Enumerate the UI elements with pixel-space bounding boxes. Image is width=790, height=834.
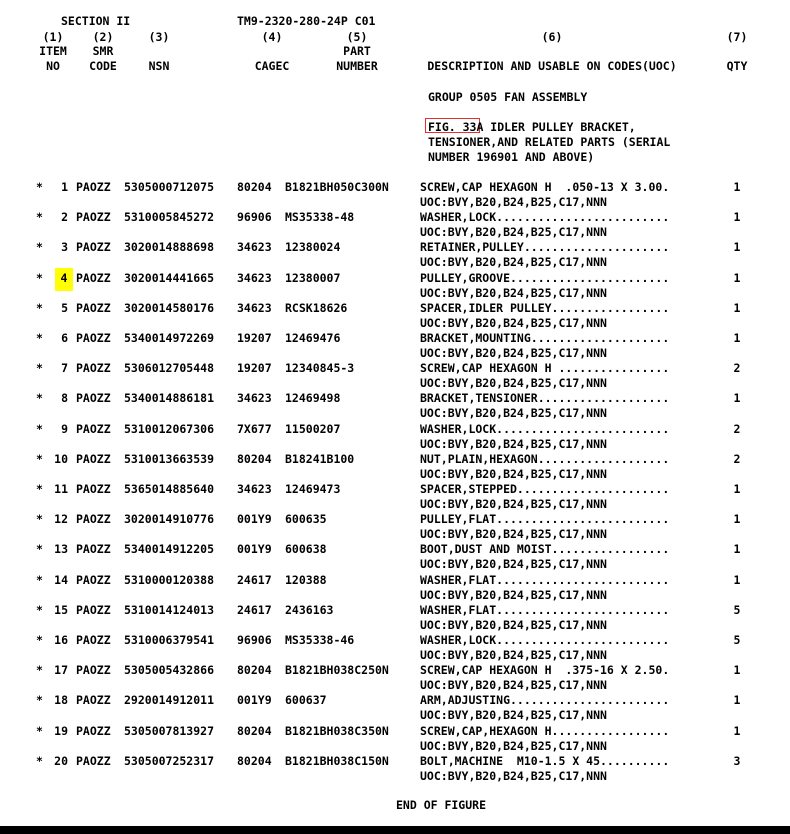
row-marker: * [36, 422, 43, 436]
usable-on-codes: UOC:BVY,B20,B24,B25,C17,NNN [420, 588, 607, 602]
smr-code: PAOZZ [76, 452, 111, 466]
smr-code: PAOZZ [76, 663, 111, 677]
description: BRACKET,MOUNTING.................... [420, 331, 670, 345]
row-marker: * [36, 542, 43, 556]
description: BOLT,MACHINE M10-1.5 X 45.......... [420, 754, 670, 768]
nsn: 5305005432866 [124, 663, 215, 677]
cage-code: 7X677 [237, 422, 272, 436]
cage-code: 80204 [237, 452, 272, 466]
part-number: RCSK18626 [285, 301, 348, 315]
item-number: 14 [54, 573, 68, 587]
cage-code: 34623 [237, 482, 272, 496]
smr-code: PAOZZ [76, 422, 111, 436]
row-marker: * [36, 603, 43, 617]
quantity: 1 [733, 240, 741, 254]
usable-on-codes: UOC:BVY,B20,B24,B25,C17,NNN [420, 255, 607, 269]
nsn: 3020014580176 [124, 301, 215, 315]
usable-on-codes: UOC:BVY,B20,B24,B25,C17,NNN [420, 195, 607, 209]
smr-code: PAOZZ [76, 210, 111, 224]
row-marker: * [36, 240, 43, 254]
quantity: 2 [733, 361, 741, 375]
usable-on-codes: UOC:BVY,B20,B24,B25,C17,NNN [420, 618, 607, 632]
item-number: 19 [54, 724, 68, 738]
column-header-7-num: (7) [726, 30, 748, 44]
column-header-1-l1: ITEM [39, 44, 67, 58]
description: NUT,PLAIN,HEXAGON................... [420, 452, 670, 466]
part-number: 120388 [285, 573, 327, 587]
part-number: 12380007 [285, 271, 341, 285]
part-number: 600638 [285, 542, 327, 556]
cage-code: 34623 [237, 391, 272, 405]
part-number: MS35338-46 [285, 633, 355, 647]
description: SPACER,IDLER PULLEY................. [420, 301, 670, 315]
nsn: 5310014124013 [124, 603, 215, 617]
usable-on-codes: UOC:BVY,B20,B24,B25,C17,NNN [420, 527, 607, 541]
part-number: MS35338-48 [285, 210, 355, 224]
usable-on-codes: UOC:BVY,B20,B24,B25,C17,NNN [420, 739, 607, 753]
cage-code: 19207 [237, 361, 272, 375]
smr-code: PAOZZ [76, 724, 111, 738]
item-number: 18 [54, 693, 68, 707]
quantity: 1 [733, 301, 741, 315]
smr-code: PAOZZ [76, 693, 111, 707]
section-label: SECTION II [61, 14, 131, 28]
smr-code: PAOZZ [76, 331, 111, 345]
cage-code: 80204 [237, 663, 272, 677]
item-number: 2 [61, 210, 68, 224]
row-marker: * [36, 482, 43, 496]
part-number: B1821BH050C300N [285, 180, 389, 194]
nsn: 5310006379541 [124, 633, 215, 647]
smr-code: PAOZZ [76, 573, 111, 587]
column-header-2-l1: SMR [92, 44, 114, 58]
part-number: 11500207 [285, 422, 341, 436]
description: SCREW,CAP HEXAGON H .375-16 X 2.50. [420, 663, 670, 677]
smr-code: PAOZZ [76, 180, 111, 194]
row-marker: * [36, 512, 43, 526]
row-marker: * [36, 573, 43, 587]
usable-on-codes: UOC:BVY,B20,B24,B25,C17,NNN [420, 406, 607, 420]
item-number: 5 [61, 301, 68, 315]
part-number: B1821BH038C350N [285, 724, 389, 738]
part-number: 600635 [285, 512, 327, 526]
smr-code: PAOZZ [76, 301, 111, 315]
row-marker: * [36, 452, 43, 466]
description: SCREW,CAP,HEXAGON H................. [420, 724, 670, 738]
cage-code: 19207 [237, 331, 272, 345]
cage-code: 34623 [237, 271, 272, 285]
description: WASHER,FLAT......................... [420, 573, 670, 587]
column-header-3-l2: NSN [148, 59, 170, 73]
usable-on-codes: UOC:BVY,B20,B24,B25,C17,NNN [420, 769, 607, 783]
page-bottom-bar [0, 826, 790, 834]
nsn: 5340014912205 [124, 542, 215, 556]
smr-code: PAOZZ [76, 271, 111, 285]
description: WASHER,LOCK......................... [420, 422, 670, 436]
description: BOOT,DUST AND MOIST................. [420, 542, 670, 556]
item-number: 9 [61, 422, 68, 436]
description: PULLEY,GROOVE....................... [420, 271, 670, 285]
item-number: 13 [54, 542, 68, 556]
usable-on-codes: UOC:BVY,B20,B24,B25,C17,NNN [420, 316, 607, 330]
row-marker: * [36, 391, 43, 405]
usable-on-codes: UOC:BVY,B20,B24,B25,C17,NNN [420, 708, 607, 722]
item-number: 16 [54, 633, 68, 647]
column-header-5-l2: NUMBER [336, 59, 378, 73]
figure-title-line-3: NUMBER 196901 AND ABOVE) [428, 150, 595, 164]
usable-on-codes: UOC:BVY,B20,B24,B25,C17,NNN [420, 678, 607, 692]
usable-on-codes: UOC:BVY,B20,B24,B25,C17,NNN [420, 437, 607, 451]
quantity: 5 [733, 603, 741, 617]
nsn: 3020014441665 [124, 271, 215, 285]
group-title: GROUP 0505 FAN ASSEMBLY [428, 90, 588, 104]
quantity: 5 [733, 633, 741, 647]
usable-on-codes: UOC:BVY,B20,B24,B25,C17,NNN [420, 346, 607, 360]
quantity: 1 [733, 331, 741, 345]
item-number: 11 [54, 482, 68, 496]
item-number: 10 [54, 452, 68, 466]
item-number: 20 [54, 754, 68, 768]
end-of-figure: END OF FIGURE [396, 798, 487, 812]
quantity: 1 [733, 391, 741, 405]
cage-code: 80204 [237, 724, 272, 738]
nsn: 5340014972269 [124, 331, 215, 345]
nsn: 3020014888698 [124, 240, 215, 254]
usable-on-codes: UOC:BVY,B20,B24,B25,C17,NNN [420, 648, 607, 662]
item-number: 7 [61, 361, 68, 375]
nsn: 5305000712075 [124, 180, 215, 194]
part-number: 2436163 [285, 603, 334, 617]
cage-code: 24617 [237, 573, 272, 587]
row-marker: * [36, 210, 43, 224]
row-marker: * [36, 663, 43, 677]
smr-code: PAOZZ [76, 361, 111, 375]
description: WASHER,LOCK......................... [420, 633, 670, 647]
column-header-3-num: (3) [148, 30, 170, 44]
row-marker: * [36, 180, 43, 194]
quantity: 1 [733, 180, 741, 194]
quantity: 2 [733, 452, 741, 466]
nsn: 5306012705448 [124, 361, 215, 375]
tm-number: TM9-2320-280-24P C01 [237, 14, 376, 28]
cage-code: 80204 [237, 180, 272, 194]
nsn: 5305007813927 [124, 724, 215, 738]
row-marker: * [36, 361, 43, 375]
quantity: 3 [733, 754, 741, 768]
row-marker: * [36, 724, 43, 738]
cage-code: 80204 [237, 754, 272, 768]
part-number: 600637 [285, 693, 327, 707]
cage-code: 001Y9 [237, 693, 272, 707]
nsn: 5340014886181 [124, 391, 215, 405]
item-number: 8 [61, 391, 68, 405]
smr-code: PAOZZ [76, 512, 111, 526]
item-number: 1 [61, 180, 68, 194]
quantity: 1 [733, 482, 741, 496]
description: WASHER,LOCK......................... [420, 210, 670, 224]
quantity: 1 [733, 724, 741, 738]
nsn: 3020014910776 [124, 512, 215, 526]
smr-code: PAOZZ [76, 482, 111, 496]
description: SCREW,CAP HEXAGON H ................ [420, 361, 670, 375]
description: PULLEY,FLAT......................... [420, 512, 670, 526]
cage-code: 96906 [237, 210, 272, 224]
figure-title-line-2: TENSIONER,AND RELATED PARTS (SERIAL [428, 135, 671, 149]
column-header-6-num: (6) [541, 30, 563, 44]
description: BRACKET,TENSIONER................... [420, 391, 670, 405]
part-number: B18241B100 [285, 452, 355, 466]
part-number: B1821BH038C150N [285, 754, 389, 768]
cage-code: 34623 [237, 301, 272, 315]
row-marker: * [36, 754, 43, 768]
smr-code: PAOZZ [76, 633, 111, 647]
usable-on-codes: UOC:BVY,B20,B24,B25,C17,NNN [420, 225, 607, 239]
item-number: 17 [54, 663, 68, 677]
smr-code: PAOZZ [76, 542, 111, 556]
column-header-1-num: (1) [42, 30, 64, 44]
description: WASHER,FLAT......................... [420, 603, 670, 617]
column-header-2-num: (2) [92, 30, 114, 44]
column-header-4-l2: CAGEC [254, 59, 290, 73]
part-number: 12380024 [285, 240, 341, 254]
row-marker: * [36, 301, 43, 315]
item-number: 12 [54, 512, 68, 526]
quantity: 1 [733, 271, 741, 285]
figure-title-line-1: FIG. 33A IDLER PULLEY BRACKET, [428, 120, 636, 134]
cage-code: 34623 [237, 240, 272, 254]
part-number: 12340845-3 [285, 361, 355, 375]
column-header-7-l2: QTY [726, 59, 748, 73]
nsn: 5310012067306 [124, 422, 215, 436]
part-number: 12469476 [285, 331, 341, 345]
smr-code: PAOZZ [76, 391, 111, 405]
quantity: 1 [733, 210, 741, 224]
description: SCREW,CAP HEXAGON H .050-13 X 3.00. [420, 180, 670, 194]
quantity: 1 [733, 512, 741, 526]
nsn: 5305007252317 [124, 754, 215, 768]
column-header-5-l1: PART [343, 44, 371, 58]
row-marker: * [36, 331, 43, 345]
item-number: 6 [61, 331, 68, 345]
column-header-1-l2: NO [46, 59, 60, 73]
nsn: 5310013663539 [124, 452, 215, 466]
cage-code: 001Y9 [237, 512, 272, 526]
quantity: 1 [733, 663, 741, 677]
cage-code: 24617 [237, 603, 272, 617]
nsn: 5310005845272 [124, 210, 215, 224]
item-number: 3 [61, 240, 68, 254]
description: ARM,ADJUSTING....................... [420, 693, 670, 707]
smr-code: PAOZZ [76, 240, 111, 254]
row-marker: * [36, 633, 43, 647]
nsn: 5365014885640 [124, 482, 215, 496]
cage-code: 001Y9 [237, 542, 272, 556]
quantity: 1 [733, 573, 741, 587]
usable-on-codes: UOC:BVY,B20,B24,B25,C17,NNN [420, 467, 607, 481]
row-marker: * [36, 693, 43, 707]
description: SPACER,STEPPED...................... [420, 482, 670, 496]
usable-on-codes: UOC:BVY,B20,B24,B25,C17,NNN [420, 557, 607, 571]
part-number: 12469473 [285, 482, 341, 496]
column-header-2-l2: CODE [89, 59, 117, 73]
description: RETAINER,PULLEY..................... [420, 240, 670, 254]
column-header-4-num: (4) [261, 30, 283, 44]
item-number: 15 [54, 603, 68, 617]
column-header-6-l2: DESCRIPTION AND USABLE ON CODES(UOC) [427, 59, 677, 73]
quantity: 2 [733, 422, 741, 436]
cage-code: 96906 [237, 633, 272, 647]
quantity: 1 [733, 542, 741, 556]
part-number: 12469498 [285, 391, 341, 405]
column-header-5-num: (5) [346, 30, 368, 44]
part-number: B1821BH038C250N [285, 663, 389, 677]
quantity: 1 [733, 693, 741, 707]
usable-on-codes: UOC:BVY,B20,B24,B25,C17,NNN [420, 376, 607, 390]
smr-code: PAOZZ [76, 754, 111, 768]
usable-on-codes: UOC:BVY,B20,B24,B25,C17,NNN [420, 497, 607, 511]
nsn: 5310000120388 [124, 573, 215, 587]
item-number-highlighted: 4 [55, 268, 73, 291]
row-marker: * [36, 271, 43, 285]
smr-code: PAOZZ [76, 603, 111, 617]
nsn: 2920014912011 [124, 693, 215, 707]
usable-on-codes: UOC:BVY,B20,B24,B25,C17,NNN [420, 286, 607, 300]
